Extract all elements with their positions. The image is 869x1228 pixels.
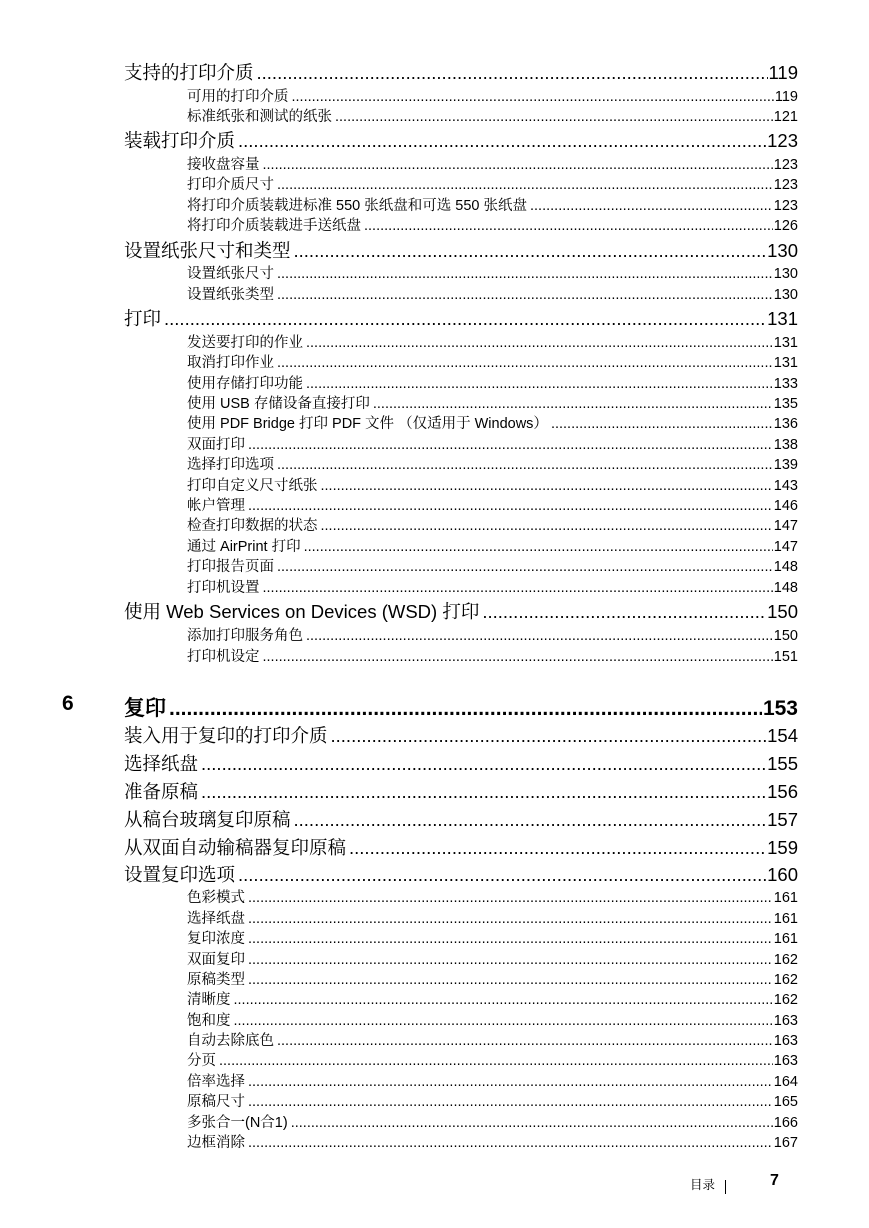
dot-leader xyxy=(219,1053,773,1069)
toc-entry-title: 接收盘容量 xyxy=(187,157,260,173)
toc-subentry[interactable] xyxy=(187,1111,798,1132)
toc-entry-page: 131 xyxy=(767,308,798,329)
toc-entry-page: 131 xyxy=(773,355,798,371)
toc-entry-page: 160 xyxy=(767,864,798,885)
toc-subentry[interactable] xyxy=(187,351,798,372)
toc-subentry[interactable] xyxy=(187,283,798,304)
toc-entry-page: 162 xyxy=(773,952,798,968)
toc-entry-title: 打印报告页面 xyxy=(187,559,274,575)
dot-leader xyxy=(291,1115,773,1131)
toc-entry-page: 153 xyxy=(762,697,798,720)
toc-subentry[interactable] xyxy=(187,886,798,907)
toc-subentry[interactable] xyxy=(187,194,798,215)
dot-leader xyxy=(257,62,768,84)
dot-leader xyxy=(238,130,766,152)
toc-entry-title: 标准纸张和测试的纸张 xyxy=(187,109,332,125)
toc-entry-page: 159 xyxy=(767,837,798,858)
toc-entry-title: 设置复印选项 xyxy=(124,864,236,885)
toc-section-entry[interactable] xyxy=(124,598,798,624)
toc-entry-page: 154 xyxy=(767,725,798,746)
toc-entry-page: 165 xyxy=(773,1094,798,1110)
footer-section-label: 目录 xyxy=(690,1178,716,1192)
toc-entry-title: 自动去除底色 xyxy=(187,1033,274,1049)
toc-entry-title: 可用的打印介质 xyxy=(187,89,289,105)
dot-leader xyxy=(248,1135,773,1151)
toc-section-entry[interactable] xyxy=(124,750,798,776)
dot-leader xyxy=(306,628,773,644)
toc-entry-title: 双面复印 xyxy=(187,952,245,968)
toc-entry-title: 发送要打印的作业 xyxy=(187,335,303,351)
toc-subentry[interactable] xyxy=(187,262,798,283)
toc-entry-page: 123 xyxy=(773,198,798,214)
toc-subentry[interactable] xyxy=(187,907,798,928)
toc-entry-title: 分页 xyxy=(187,1053,216,1069)
toc-entry-page: 163 xyxy=(773,1033,798,1049)
toc-entry-title: 原稿类型 xyxy=(187,972,245,988)
dot-leader xyxy=(201,781,766,803)
toc-section-entry[interactable] xyxy=(124,127,798,153)
toc-entry-page: 164 xyxy=(773,1074,798,1090)
toc-entry-title: 准备原稿 xyxy=(124,781,199,802)
toc-section-entry[interactable] xyxy=(124,722,798,748)
toc-subentry[interactable] xyxy=(187,105,798,126)
dot-leader xyxy=(248,1074,773,1090)
toc-entry-page: 146 xyxy=(773,498,798,514)
toc-section-entry[interactable] xyxy=(124,806,798,832)
toc-entry-title: 装入用于复印的打印介质 xyxy=(124,725,328,746)
dot-leader xyxy=(277,457,773,473)
toc-subentry[interactable] xyxy=(187,433,798,454)
toc-entry-page: 130 xyxy=(773,266,798,282)
toc-subentry[interactable] xyxy=(187,514,798,535)
dot-leader xyxy=(263,157,773,173)
dot-leader xyxy=(248,1094,773,1110)
toc-section-entry[interactable] xyxy=(124,834,798,860)
dot-leader xyxy=(294,240,767,262)
dot-leader xyxy=(335,109,773,125)
toc-entry-page: 121 xyxy=(773,109,798,125)
toc-subentry[interactable] xyxy=(187,535,798,556)
toc-section-entry[interactable] xyxy=(124,237,798,263)
dot-leader xyxy=(321,478,773,494)
toc-entry-title: 将打印介质装载进手送纸盘 xyxy=(187,218,361,234)
dot-leader xyxy=(277,266,773,282)
toc-entry-page: 135 xyxy=(773,396,798,412)
toc-subentry[interactable] xyxy=(187,1049,798,1070)
toc-entry-title: 设置纸张尺寸 xyxy=(187,266,274,282)
toc-section-entry[interactable] xyxy=(124,778,798,804)
toc-entry-page: 139 xyxy=(773,457,798,473)
toc-entry-title: 装载打印介质 xyxy=(124,130,236,151)
dot-leader xyxy=(248,931,773,947)
dot-leader xyxy=(277,287,773,303)
toc-subentry[interactable] xyxy=(187,412,798,433)
toc-entry-page: 131 xyxy=(773,335,798,351)
toc-entry-title: 打印自定义尺寸纸张 xyxy=(187,478,318,494)
toc-entry-page: 161 xyxy=(773,890,798,906)
toc-entry-title: 打印 xyxy=(124,308,162,329)
toc-entry-title: 复印浓度 xyxy=(187,931,245,947)
toc-entry-page: 162 xyxy=(773,992,798,1008)
dot-leader xyxy=(248,911,773,927)
toc-entry-page: 130 xyxy=(767,240,798,261)
dot-leader xyxy=(277,1033,773,1049)
toc-entry-title: 将打印介质装载进标准 550 张纸盘和可选 550 张纸盘 xyxy=(187,198,527,214)
toc-entry-page: 130 xyxy=(773,287,798,303)
dot-leader xyxy=(248,437,773,453)
toc-subentry[interactable] xyxy=(187,372,798,393)
toc-entry-title: 打印机设置 xyxy=(187,580,260,596)
toc-entry-page: 147 xyxy=(773,518,798,534)
toc-entry-title: 色彩模式 xyxy=(187,890,245,906)
toc-entry-page: 133 xyxy=(773,376,798,392)
dot-leader xyxy=(349,837,766,859)
toc-subentry[interactable] xyxy=(187,153,798,174)
toc-entry-title: 边框消除 xyxy=(187,1135,245,1151)
toc-entry-title: 添加打印服务角色 xyxy=(187,628,303,644)
toc-subentry[interactable] xyxy=(187,624,798,645)
toc-entry-title: 打印介质尺寸 xyxy=(187,177,274,193)
toc-subentry[interactable] xyxy=(187,494,798,515)
toc-entry-title: 使用 USB 存储设备直接打印 xyxy=(187,396,370,412)
dot-leader xyxy=(248,952,773,968)
toc-entry-title: 使用 Web Services on Devices (WSD) 打印 xyxy=(124,601,480,622)
toc-subentry[interactable] xyxy=(187,214,798,235)
dot-leader xyxy=(306,376,773,392)
toc-entry-title: 饱和度 xyxy=(187,1013,231,1029)
toc-section-entry[interactable] xyxy=(124,861,798,887)
toc-entry-page: 150 xyxy=(767,601,798,622)
toc-entry-page: 123 xyxy=(767,130,798,151)
toc-subentry[interactable] xyxy=(187,948,798,969)
toc-entry-page: 156 xyxy=(767,781,798,802)
chapter-number: 6 xyxy=(62,692,74,715)
toc-entry-page: 167 xyxy=(773,1135,798,1151)
dot-leader xyxy=(263,649,773,665)
dot-leader xyxy=(248,972,773,988)
dot-leader xyxy=(201,753,766,775)
toc-entry-page: 123 xyxy=(773,177,798,193)
toc-entry-title: 清晰度 xyxy=(187,992,231,1008)
toc-chapter-entry[interactable] xyxy=(124,692,798,722)
toc-subentry[interactable] xyxy=(187,927,798,948)
footer-page-number: 7 xyxy=(770,1172,779,1189)
toc-subentry[interactable] xyxy=(187,555,798,576)
dot-leader xyxy=(277,177,773,193)
dot-leader xyxy=(169,697,762,721)
toc-entry-title: 通过 AirPrint 打印 xyxy=(187,539,301,555)
toc-entry-page: 136 xyxy=(773,416,798,432)
toc-subentry[interactable] xyxy=(187,576,798,597)
toc-entry-page: 161 xyxy=(773,931,798,947)
toc-subentry[interactable] xyxy=(187,173,798,194)
toc-entry-page: 157 xyxy=(767,809,798,830)
toc-entry-title: 打印机设定 xyxy=(187,649,260,665)
toc-entry-title: 复印 xyxy=(124,697,166,720)
toc-subentry[interactable] xyxy=(187,1009,798,1030)
toc-entry-page: 126 xyxy=(773,218,798,234)
toc-entry-page: 163 xyxy=(773,1013,798,1029)
toc-entry-page: 119 xyxy=(768,62,798,83)
dot-leader xyxy=(277,559,773,575)
toc-entry-title: 原稿尺寸 xyxy=(187,1094,245,1110)
toc-entry-page: 123 xyxy=(773,157,798,173)
dot-leader xyxy=(292,89,774,105)
toc-entry-page: 138 xyxy=(773,437,798,453)
toc-entry-title: 倍率选择 xyxy=(187,1074,245,1090)
toc-entry-page: 147 xyxy=(773,539,798,555)
toc-entry-page: 163 xyxy=(773,1053,798,1069)
toc-entry-page: 155 xyxy=(767,753,798,774)
dot-leader xyxy=(364,218,773,234)
toc-entry-page: 161 xyxy=(773,911,798,927)
dot-leader xyxy=(530,198,773,214)
toc-entry-page: 148 xyxy=(773,559,798,575)
toc-entry-title: 支持的打印介质 xyxy=(124,62,254,83)
toc-entry-title: 设置纸张尺寸和类型 xyxy=(124,240,291,261)
toc-section-entry[interactable] xyxy=(124,305,798,331)
toc-entry-page: 150 xyxy=(773,628,798,644)
toc-entry-title: 设置纸张类型 xyxy=(187,287,274,303)
dot-leader xyxy=(373,396,773,412)
toc-entry-page: 148 xyxy=(773,580,798,596)
dot-leader xyxy=(277,355,773,371)
dot-leader xyxy=(551,416,773,432)
toc-entry-page: 166 xyxy=(773,1115,798,1131)
dot-leader xyxy=(321,518,773,534)
toc-subentry[interactable] xyxy=(187,85,798,106)
dot-leader xyxy=(248,890,773,906)
toc-entry-title: 使用 PDF Bridge 打印 PDF 文件 （仅适用于 Windows） xyxy=(187,416,548,432)
dot-leader xyxy=(248,498,773,514)
toc-subentry[interactable] xyxy=(187,645,798,666)
dot-leader xyxy=(234,992,773,1008)
toc-entry-title: 从双面自动输稿器复印原稿 xyxy=(124,837,347,858)
dot-leader xyxy=(331,725,767,747)
dot-leader xyxy=(238,864,766,886)
toc-entry-title: 选择纸盘 xyxy=(187,911,245,927)
toc-entry-title: 双面打印 xyxy=(187,437,245,453)
dot-leader xyxy=(263,580,773,596)
toc-entry-title: 选择打印选项 xyxy=(187,457,274,473)
toc-subentry[interactable] xyxy=(187,988,798,1009)
dot-leader xyxy=(306,335,773,351)
toc-subentry[interactable] xyxy=(187,331,798,352)
toc-entry-page: 162 xyxy=(773,972,798,988)
toc-subentry[interactable] xyxy=(187,968,798,989)
dot-leader xyxy=(164,308,766,330)
footer-divider xyxy=(725,1180,726,1194)
toc-subentry[interactable] xyxy=(187,453,798,474)
toc-entry-title: 检查打印数据的状态 xyxy=(187,518,318,534)
toc-entry-title: 选择纸盘 xyxy=(124,753,199,774)
toc-subentry[interactable] xyxy=(187,1029,798,1050)
toc-subentry[interactable] xyxy=(187,474,798,495)
toc-entry-title: 使用存储打印功能 xyxy=(187,376,303,392)
toc-subentry[interactable] xyxy=(187,1131,798,1152)
toc-entry-page: 143 xyxy=(773,478,798,494)
toc-subentry[interactable] xyxy=(187,1090,798,1111)
toc-entry-title: 取消打印作业 xyxy=(187,355,274,371)
toc-entry-page: 119 xyxy=(774,89,798,105)
dot-leader xyxy=(482,601,766,623)
toc-entry-page: 151 xyxy=(773,649,798,665)
dot-leader xyxy=(294,809,767,831)
toc-section-entry[interactable] xyxy=(124,59,798,85)
toc-subentry[interactable] xyxy=(187,392,798,413)
toc-subentry[interactable] xyxy=(187,1070,798,1091)
dot-leader xyxy=(234,1013,773,1029)
toc-entry-title: 多张合一(N合1) xyxy=(187,1115,288,1131)
toc-entry-title: 帐户管理 xyxy=(187,498,245,514)
dot-leader xyxy=(304,539,773,555)
toc-entry-title: 从稿台玻璃复印原稿 xyxy=(124,809,291,830)
